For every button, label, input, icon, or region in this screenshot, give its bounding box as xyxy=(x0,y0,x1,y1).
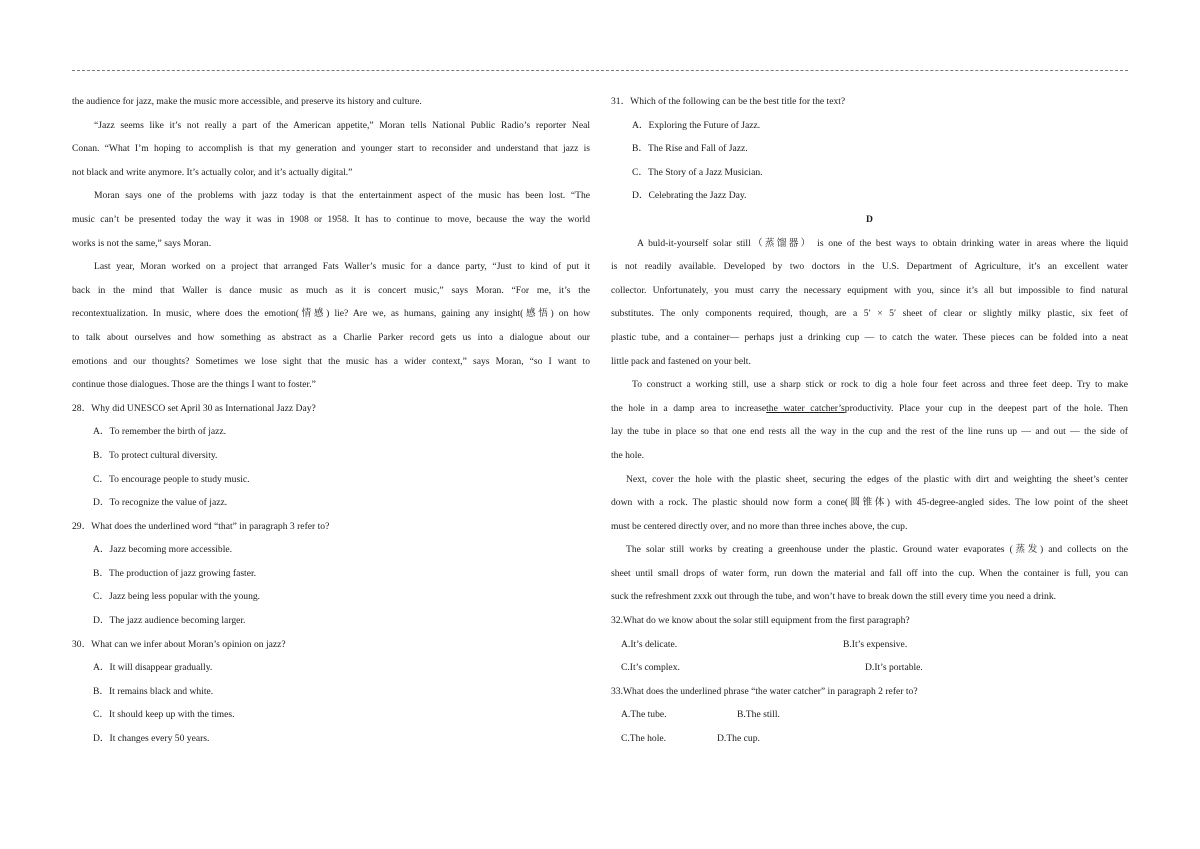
question-stem: 31．Which of the following can be the best title for the text? xyxy=(611,96,846,107)
passage-line: “Jazz seems like it’s not really a part of the American appetite,” Moran tells National Public Radio’s reporter Neal xyxy=(94,119,590,131)
passage-line: Moran says one of the problems with jazz today is that the entertainment aspect of the music has been lost. “The xyxy=(94,190,590,202)
passage-paragraph xyxy=(72,90,590,114)
line-text: productivity. Place your cup in the deepest part of the hole. Then xyxy=(844,402,1128,414)
passage-paragraph xyxy=(611,538,1128,609)
passage-line: emotions and our thoughts? Sometimes we lose sight that the music has a wider context,” says Moran, “so I want to xyxy=(72,355,590,367)
question-stem: 33.What does the underlined phrase “the water catcher” in paragraph 2 refer to? xyxy=(611,685,918,697)
answer-option: D．It changes every 50 years. xyxy=(93,733,210,745)
passage-line: music can’t be presented today the way it was in 1908 or 1958. It has to continue to move, because the way the world xyxy=(72,213,590,225)
line-text: the hole in a damp area to increase xyxy=(611,402,767,414)
passage-line: the audience for jazz, make the music more accessible, and preserve its history and culture. xyxy=(72,96,422,107)
passage-line: recontextualization. In music, where does the emotion(情感) lie? Are we, as humans, gaining any insight(感悟) on how xyxy=(72,308,590,320)
passage-paragraph xyxy=(611,373,1128,467)
passage-line: substitutes. The only components required, though, are a 5′ × 5′ sheet of clear or slightly milky plastic, six feet of xyxy=(611,308,1128,320)
passage-line: little pack and fastened on your belt. xyxy=(611,355,751,367)
answer-option: D．The jazz audience becoming larger. xyxy=(93,615,246,627)
answer-option: C.It’s complex. xyxy=(621,662,680,674)
answer-option: A．It will disappear gradually. xyxy=(93,662,213,674)
answer-option: C.The hole. xyxy=(621,733,667,745)
question-29 xyxy=(72,515,590,633)
passage-line: down with a rock. The plastic should now form a cone(圆锥体) with 45-degree-angled sides. The low point of the sheet xyxy=(611,497,1128,509)
answer-option: A．To remember the birth of jazz. xyxy=(93,426,227,438)
answer-option: D．Celebrating the Jazz Day. xyxy=(632,190,747,202)
passage-line: Conan. “What I’m hoping to accomplish is that my generation and younger start to reconsider and understand that jazz is xyxy=(72,143,590,155)
question-30 xyxy=(72,633,590,751)
passage-paragraph xyxy=(72,114,590,185)
section-label: D xyxy=(866,213,873,225)
question-32 xyxy=(611,609,1128,680)
passage-line: sheet until small drops of water form, run down the material and fall off into the cup. When the container is full, you can xyxy=(611,567,1128,579)
answer-option: C．To encourage people to study music. xyxy=(93,473,250,485)
passage-line: lay the tube in place so that one end rests all the way in the cup and the rest of the line runs up — and out — the side of xyxy=(611,426,1128,438)
option-row xyxy=(611,656,1128,680)
answer-option: B．To protect cultural diversity. xyxy=(93,449,218,461)
answer-option: A.It’s delicate. xyxy=(621,638,678,650)
option-row xyxy=(611,703,1128,727)
passage-line xyxy=(611,397,1128,421)
answer-option: D．To recognize the value of jazz. xyxy=(93,497,228,509)
question-stem: 32.What do we know about the solar still equipment from the first paragraph? xyxy=(611,615,910,627)
answer-option: B．The production of jazz growing faster. xyxy=(93,567,257,579)
question-31 xyxy=(611,90,1128,208)
question-28 xyxy=(72,397,590,515)
answer-option: D.It’s portable. xyxy=(865,662,923,674)
answer-option: B．It remains black and white. xyxy=(93,685,214,697)
passage-line: collector. Unfortunately, you must carry the necessary equipment with you, since it’s all but impossible to find natural xyxy=(611,284,1128,296)
passage-line: suck the refreshment zxxk out through the tube, and won’t have to break down the still every time you need a drink. xyxy=(611,591,1057,603)
passage-line: not black and write anymore. It’s actually color, and it’s actually digital.” xyxy=(72,166,353,178)
right-column xyxy=(611,90,1128,751)
passage-line: continue those dialogues. Those are the things I want to foster.” xyxy=(72,379,316,391)
passage-paragraph xyxy=(72,255,590,397)
passage-line: to talk about ourselves and how something as abstract as a Charlie Parker record gets us into a dialogue about our xyxy=(72,331,590,343)
answer-option: A.The tube. xyxy=(621,709,667,721)
answer-option: A．Jazz becoming more accessible. xyxy=(93,544,233,556)
underlined-phrase: the water catcher’s xyxy=(766,402,845,414)
passage-line: To construct a working still, use a sharp stick or rock to dig a hole four feet across and three feet deep. Try to make xyxy=(632,379,1128,391)
option-row xyxy=(611,727,1128,751)
passage-line: Next, cover the hole with the plastic sheet, securing the edges of the plastic with dirt and weighting the sheet’s center xyxy=(626,473,1128,485)
passage-line: Last year, Moran worked on a project that arranged Fats Waller’s music for a dance party, “Just to kind of put it xyxy=(94,261,590,273)
answer-option: B.It’s expensive. xyxy=(843,638,908,650)
passage-line: A buld-it-yourself solar still（蒸馏器） is one of the best ways to obtain drinking water in areas where the liquid xyxy=(637,237,1128,249)
answer-option: B．The Rise and Fall of Jazz. xyxy=(632,143,748,155)
question-stem: 28．Why did UNESCO set April 30 as International Jazz Day? xyxy=(72,402,316,414)
answer-option: C．It should keep up with the times. xyxy=(93,709,235,721)
passage-line: The solar still works by creating a greenhouse under the plastic. Ground water evaporates (蒸发) and collects on the xyxy=(626,544,1128,556)
passage-line: must be centered directly over, and no more than three inches above, the cup. xyxy=(611,520,908,532)
question-33 xyxy=(611,680,1128,751)
passage-line: the hole. xyxy=(611,449,645,461)
answer-option: C．The Story of a Jazz Musician. xyxy=(632,166,763,178)
answer-option: D.The cup. xyxy=(717,733,760,745)
passage-line: plastic tube, and a container— perhaps just a drinking cup — to catch the water. These pieces can be folded into a neat xyxy=(611,331,1128,343)
left-column xyxy=(72,90,590,751)
passage-line: works is not the same,” says Moran. xyxy=(72,237,212,249)
answer-option: C．Jazz being less popular with the young. xyxy=(93,591,261,603)
passage-paragraph xyxy=(72,184,590,255)
answer-option: A．Exploring the Future of Jazz. xyxy=(632,119,761,131)
answer-option: B.The still. xyxy=(737,709,780,721)
passage-line: back in the mind that Waller is dance music as much as it is concert music,” says Moran. “For me, it’s the xyxy=(72,284,590,296)
option-row xyxy=(611,633,1128,657)
passage-paragraph xyxy=(611,468,1128,539)
header-divider xyxy=(72,70,1128,71)
passage-paragraph xyxy=(611,232,1128,374)
question-stem: 29．What does the underlined word “that” in paragraph 3 refer to? xyxy=(72,520,330,532)
question-stem: 30．What can we infer about Moran’s opinion on jazz? xyxy=(72,638,286,650)
passage-line: is not readily available. Developed by two doctors in the U.S. Department of Agriculture, it’s an excellent water xyxy=(611,261,1128,273)
